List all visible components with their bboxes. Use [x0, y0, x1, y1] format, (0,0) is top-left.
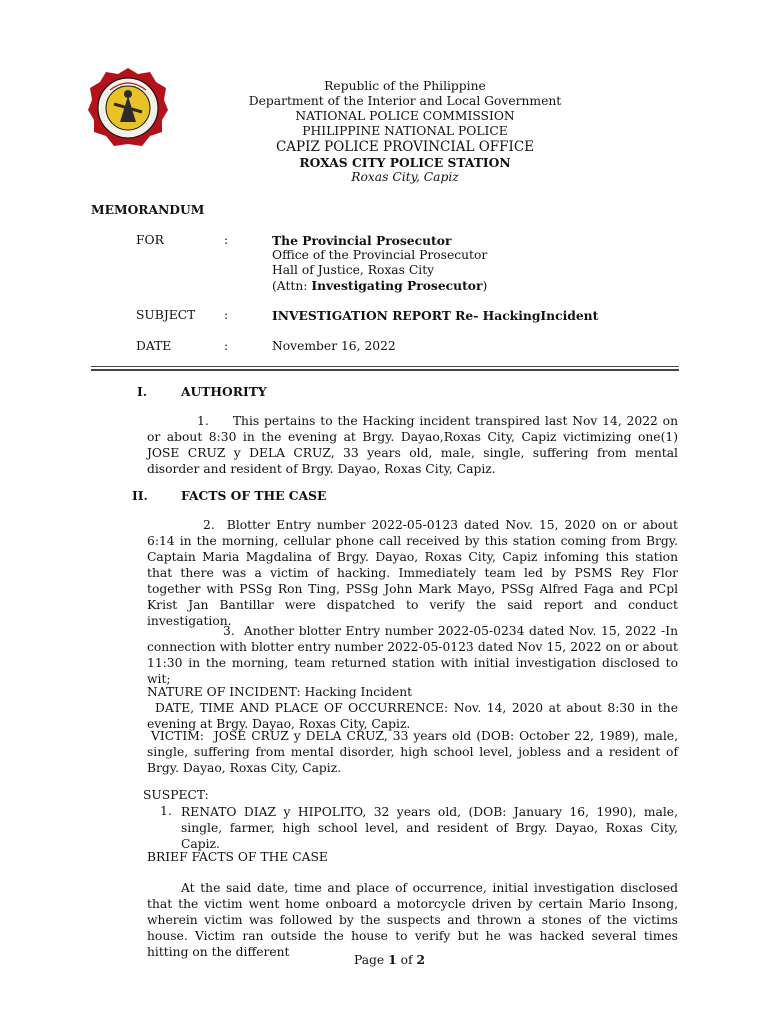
- brief-facts-paragraph: At the said date, time and place of occurrence, initial investigation disclosed that the victim went home onboard a motorcycle driven by certain Mario Insong, wherein victim was followed by the suspects and thrown a stones of the victims house. Victim ran outside the house to verify but he was hacked several times hitting on the different: [147, 881, 678, 959]
- subject-value: INVESTIGATION REPORT Re- HackingIncident: [272, 308, 599, 323]
- paragraph-2: 2. Blotter Entry number 2022-05-0123 dated Nov. 15, 2020 on or about 6:14 in the morning, cellular phone call received by this station coming from Brgy. Captain Maria Magdalina of Brgy. Dayao, Roxas City, Capiz infoming this station that there was a victim of hacking. Immediately team led by PSMS Rey Flor together with PSSg Ron Ting, PSSg John Mark Mayo, PSSg Alfred Faga and PCpl Krist Jan Bantillar were dispatched to verify the said report and conduct investigation.: [147, 518, 678, 628]
- for-recipient: The Provincial Prosecutor: [272, 233, 452, 248]
- date-colon: :: [224, 339, 229, 353]
- for-colon: :: [224, 233, 229, 247]
- header-napolcom: NATIONAL POLICE COMMISSION: [295, 109, 515, 123]
- memorandum-title: MEMORANDUM: [91, 202, 205, 217]
- page-number: Page 1 of 2: [354, 952, 426, 967]
- header-department: Department of the Interior and Local Government: [248, 94, 562, 108]
- header-station: ROXAS CITY POLICE STATION: [299, 155, 511, 170]
- for-office: Office of the Provincial Prosecutor: [272, 248, 488, 262]
- paragraph-1: 1. This pertains to the Hacking incident transpired last Nov 14, 2022 on or about 8:30 in the evening at Brgy. Dayao,Roxas City, Capiz victimizing one(1) JOSE CRUZ y DELA CRUZ, 33 years old, male, single, suffering from mental disorder and resident of Brgy. Dayao, Roxas City, Capiz.: [147, 414, 678, 476]
- section-1-number: I.: [137, 384, 148, 399]
- suspect-details: RENATO DIAZ y HIPOLITO, 32 years old, (DOB: January 16, 1990), male, single, farmer, high school level, and resident of Brgy. Dayao, Roxas City, Capiz.: [181, 805, 678, 851]
- pnp-seal-logo: [88, 66, 168, 150]
- nature-of-incident: NATURE OF INCIDENT: Hacking Incident: [147, 685, 413, 699]
- section-2-number: II.: [132, 488, 148, 503]
- date-time-place: DATE, TIME AND PLACE OF OCCURRENCE: Nov. 14, 2020 at about 8:30 in the evening at Brgy. Dayao, Roxas City, Capiz.: [147, 701, 678, 731]
- section-2-title: FACTS OF THE CASE: [181, 488, 327, 503]
- for-address: Hall of Justice, Roxas City: [272, 263, 435, 277]
- brief-facts-title: BRIEF FACTS OF THE CASE: [147, 850, 328, 864]
- header-pnp: PHILIPPINE NATIONAL POLICE: [302, 124, 508, 138]
- header-location: Roxas City, Capiz: [351, 170, 459, 184]
- paragraph-3: 3. Another blotter Entry number 2022-05-0234 dated Nov. 15, 2022 -In connection with blotter entry number 2022-05-0123 dated Nov 15, 2022 on or about 11:30 in the morning, team returned station with initial investigation disclosed to wit;: [147, 624, 678, 686]
- for-label: FOR: [136, 233, 164, 247]
- victim-details: VICTIM: JOSE CRUZ y DELA CRUZ, 33 years old (DOB: October 22, 1989), male, single, suffering from mental disorder, high school level, jobless and a resident of Brgy. Dayao, Roxas City, Capiz.: [147, 729, 678, 775]
- header-republic: Republic of the Philippine: [324, 79, 486, 93]
- for-attention: (Attn: Investigating Prosecutor): [272, 278, 488, 293]
- date-label: DATE: [136, 339, 172, 353]
- separator-rule-thick: [91, 369, 679, 371]
- date-value: November 16, 2022: [272, 339, 396, 353]
- suspect-label: SUSPECT:: [143, 788, 209, 802]
- subject-label: SUBJECT: [136, 308, 196, 322]
- suspect-number: 1.: [160, 804, 172, 818]
- separator-rule-thin: [91, 366, 679, 367]
- section-1-title: AUTHORITY: [181, 384, 267, 399]
- header-provincial-office: CAPIZ POLICE PROVINCIAL OFFICE: [275, 139, 535, 155]
- subject-colon: :: [224, 308, 229, 322]
